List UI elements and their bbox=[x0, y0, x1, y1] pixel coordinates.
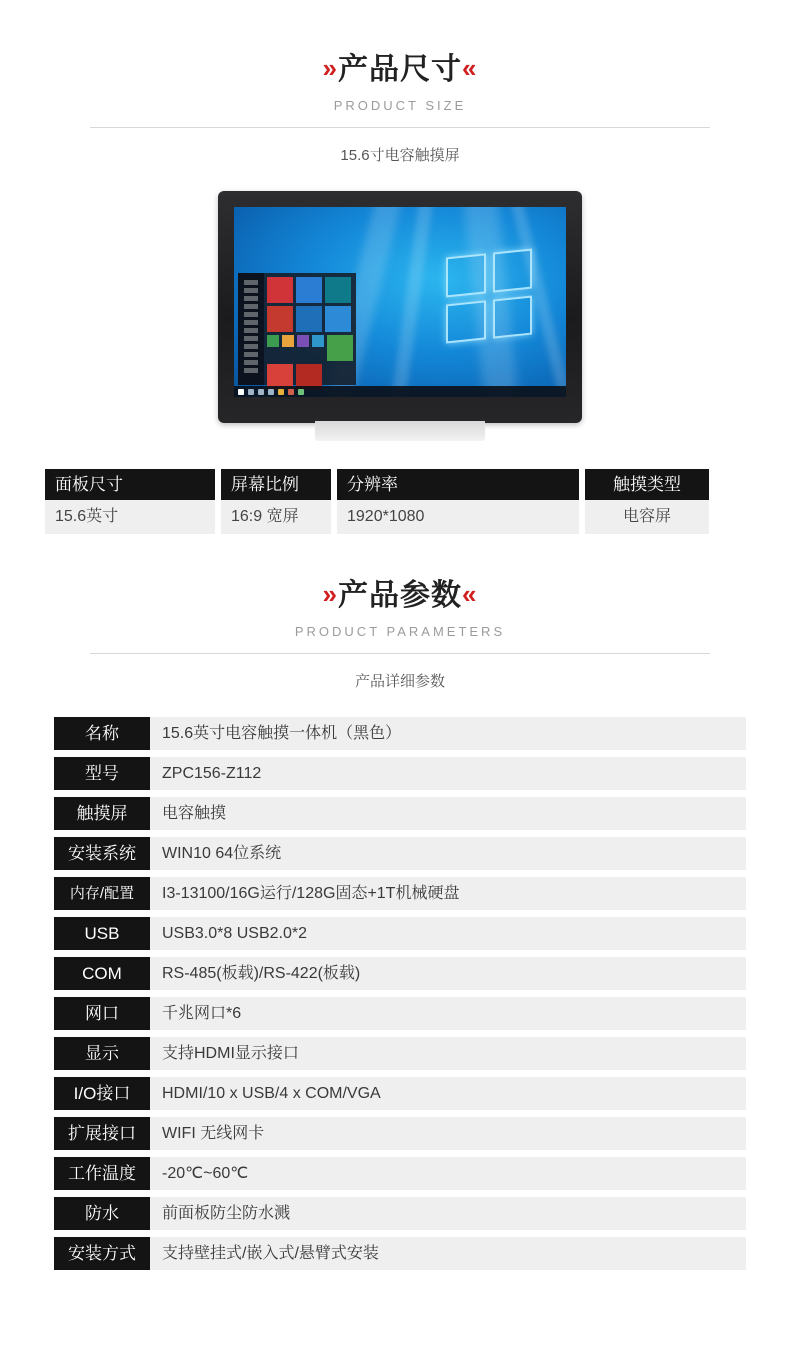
param-value: 支持HDMI显示接口 bbox=[162, 1045, 299, 1062]
product-size-subtitle: PRODUCT SIZE bbox=[333, 98, 467, 113]
start-menu-mock bbox=[238, 273, 356, 385]
divider bbox=[0, 653, 800, 654]
table-row bbox=[54, 917, 746, 950]
param-key: 内存/配置 bbox=[54, 877, 150, 910]
product-parameters-title bbox=[0, 578, 800, 614]
param-key: 安装系统 bbox=[54, 837, 150, 870]
param-value: USB3.0*8 USB2.0*2 bbox=[162, 925, 307, 942]
table-row bbox=[54, 837, 746, 870]
param-value: 前面板防尘防水溅 bbox=[162, 1205, 291, 1222]
param-key: I/O接口 bbox=[54, 1077, 150, 1110]
table-row bbox=[54, 1157, 746, 1190]
param-value: 千兆网口*6 bbox=[162, 1005, 242, 1022]
table-row bbox=[54, 797, 746, 830]
chevron-left-icon: » bbox=[322, 579, 338, 609]
param-key: 显示 bbox=[54, 1037, 150, 1070]
param-key: USB bbox=[54, 917, 150, 950]
parameter-table bbox=[54, 717, 746, 1270]
table-row bbox=[54, 1237, 746, 1270]
param-key: 安装方式 bbox=[54, 1237, 150, 1270]
product-parameters-note: 产品详细参数 bbox=[354, 673, 445, 690]
spec-column-aspect-ratio bbox=[221, 469, 331, 534]
spec-header: 屏幕比例 bbox=[221, 469, 331, 500]
product-parameters-subtitle: PRODUCT PARAMETERS bbox=[294, 624, 506, 639]
param-value: 电容触摸 bbox=[162, 805, 227, 822]
param-value: HDMI/10 x USB/4 x COM/VGA bbox=[162, 1085, 381, 1102]
param-value: -20℃~60℃ bbox=[162, 1165, 249, 1182]
spec-value: 15.6英寸 bbox=[45, 500, 215, 534]
spec-header: 分辨率 bbox=[337, 469, 579, 500]
table-row bbox=[54, 1037, 746, 1070]
param-value: WIFI 无线网卡 bbox=[162, 1125, 265, 1142]
param-key: 工作温度 bbox=[54, 1157, 150, 1190]
param-value: ZPC156-Z112 bbox=[162, 765, 262, 782]
param-key: COM bbox=[54, 957, 150, 990]
param-key: 触摸屏 bbox=[54, 797, 150, 830]
param-value: WIN10 64位系统 bbox=[162, 845, 282, 862]
start-menu-sidebar bbox=[238, 273, 264, 385]
chevron-right-icon: « bbox=[462, 53, 478, 83]
param-key: 网口 bbox=[54, 997, 150, 1030]
chevron-left-icon: » bbox=[322, 53, 338, 83]
spec-header: 触摸类型 bbox=[585, 469, 709, 500]
start-menu-tiles bbox=[264, 273, 356, 385]
table-row bbox=[54, 957, 746, 990]
spec-strip bbox=[45, 469, 755, 534]
param-value: I3-13100/16G运行/128G固态+1T机械硬盘 bbox=[162, 885, 460, 902]
windows-logo-icon bbox=[446, 248, 532, 343]
product-image bbox=[218, 191, 582, 423]
spec-value: 16:9 宽屏 bbox=[221, 500, 331, 534]
param-key: 型号 bbox=[54, 757, 150, 790]
param-value: 15.6英寸电容触摸一体机（黑色） bbox=[162, 725, 402, 742]
param-value: 支持壁挂式/嵌入式/悬臂式安装 bbox=[162, 1245, 379, 1262]
product-parameters-header bbox=[0, 534, 800, 691]
table-row bbox=[54, 1077, 746, 1110]
product-parameters-title-text: 产品参数 bbox=[338, 579, 462, 612]
spec-column-resolution bbox=[337, 469, 579, 534]
spec-column-panel-size bbox=[45, 469, 215, 534]
monitor-stand bbox=[315, 421, 485, 441]
product-size-title bbox=[0, 52, 800, 88]
product-size-header bbox=[0, 0, 800, 165]
monitor-screen bbox=[234, 207, 566, 397]
table-row bbox=[54, 997, 746, 1030]
spec-column-touch-type bbox=[585, 469, 709, 534]
table-row bbox=[54, 1197, 746, 1230]
taskbar bbox=[234, 386, 566, 397]
divider bbox=[0, 127, 800, 128]
product-size-title-text: 产品尺寸 bbox=[338, 53, 462, 86]
spec-header: 面板尺寸 bbox=[45, 469, 215, 500]
table-row bbox=[54, 1117, 746, 1150]
table-row bbox=[54, 877, 746, 910]
table-row bbox=[54, 757, 746, 790]
product-size-note: 15.6寸电容触摸屏 bbox=[340, 147, 460, 164]
table-row bbox=[54, 717, 746, 750]
spec-value: 电容屏 bbox=[585, 500, 709, 534]
param-value: RS-485(板载)/RS-422(板载) bbox=[162, 965, 361, 982]
chevron-right-icon: « bbox=[462, 579, 478, 609]
param-key: 名称 bbox=[54, 717, 150, 750]
spec-value: 1920*1080 bbox=[337, 500, 579, 534]
param-key: 防水 bbox=[54, 1197, 150, 1230]
param-key: 扩展接口 bbox=[54, 1117, 150, 1150]
